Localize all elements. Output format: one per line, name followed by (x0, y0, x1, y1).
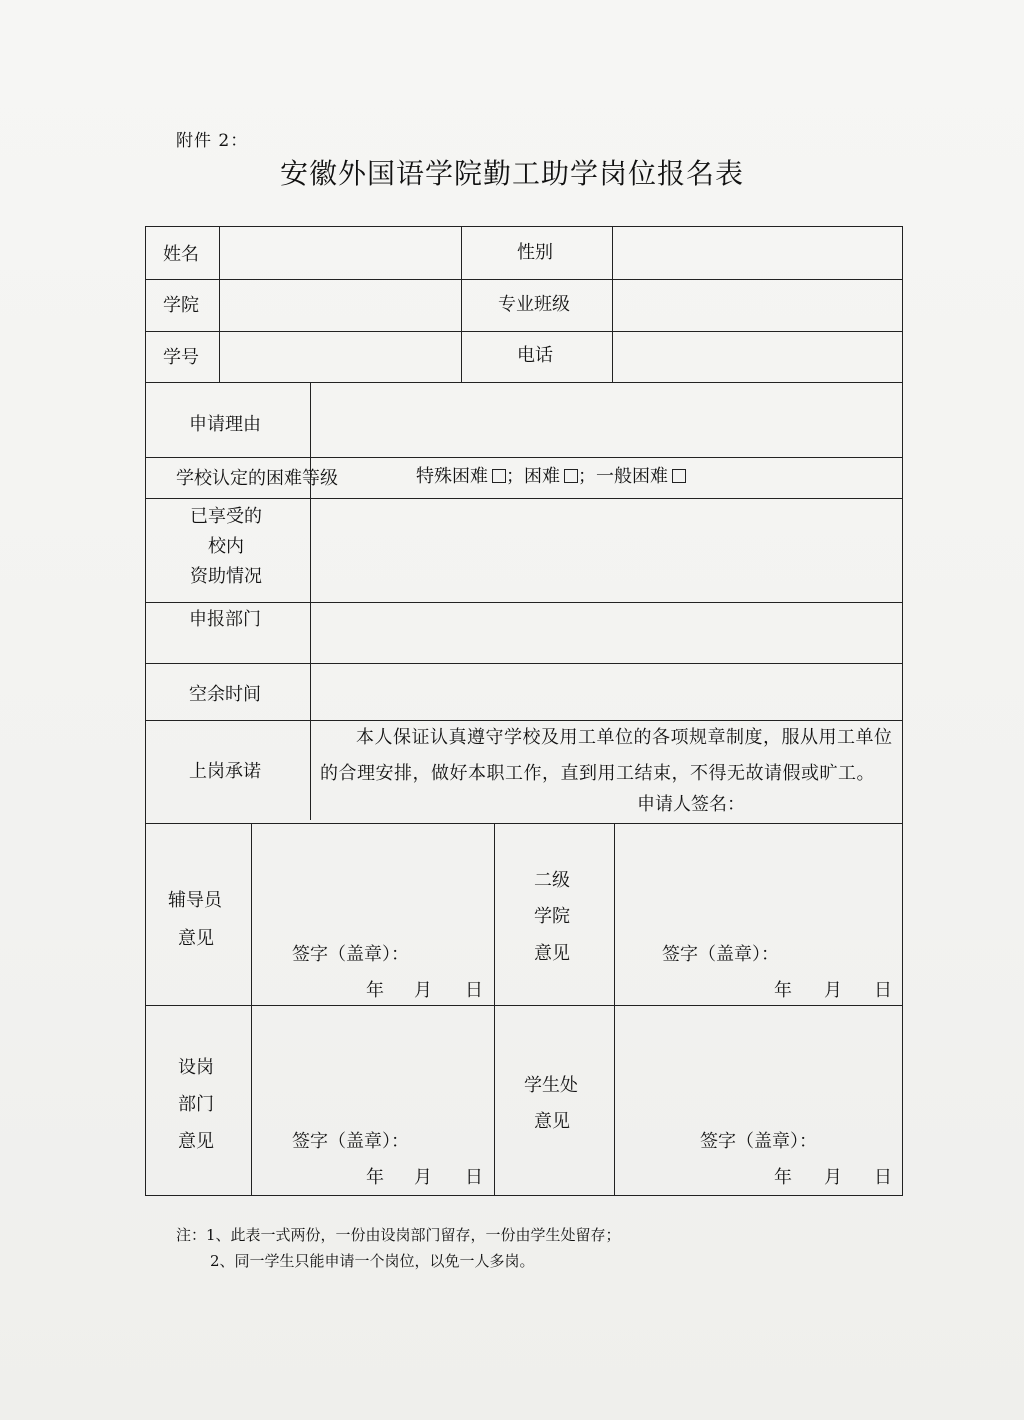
difficulty-options (416, 462, 686, 492)
college-opinion-line1: 二级 (534, 870, 570, 891)
affairs-sign-label: 签字（盖章）： (700, 1131, 817, 1152)
department-label: 申报部门 (189, 609, 261, 630)
aid-label-line1: 已享受的 (190, 506, 262, 527)
promise-label: 上岗承诺 (189, 761, 261, 782)
dept-opinion-line1: 设岗 (178, 1057, 214, 1078)
note-line-1: 注：1、此表一式两份，一份由设岗部门留存，一份由学生处留存； (176, 1226, 621, 1244)
application-form-table (145, 226, 903, 1196)
row-divider (146, 823, 902, 824)
col-divider (310, 382, 311, 820)
col-divider (614, 823, 615, 1195)
row-divider (146, 457, 902, 458)
affairs-date-year: 年 (774, 1167, 792, 1188)
college-sign-label: 签字（盖章）： (662, 944, 779, 965)
difficulty-normal-text: ；困难 (506, 466, 560, 487)
difficulty-label: 学校认定的困难等级 (176, 468, 338, 489)
aid-label-line2: 校内 (208, 536, 244, 557)
note-line-2: 2、同一学生只能申请一个岗位，以免一人多岗。 (210, 1252, 535, 1270)
affairs-date-day: 日 (874, 1167, 892, 1188)
difficulty-checkbox[interactable] (564, 469, 578, 483)
dept-opinion-line3: 意见 (178, 1131, 214, 1152)
aid-label-line3: 资助情况 (190, 566, 262, 587)
dept-date-year: 年 (366, 1167, 384, 1188)
row-divider (146, 279, 902, 280)
dept-date-day: 日 (465, 1167, 483, 1188)
college-date-month: 月 (824, 980, 842, 1001)
phone-label: 电话 (517, 345, 553, 366)
counselor-date-year: 年 (366, 980, 384, 1001)
col-divider (612, 227, 613, 382)
dept-date-month: 月 (414, 1167, 432, 1188)
dept-opinion-line2: 部门 (178, 1094, 214, 1115)
affairs-date-month: 月 (824, 1167, 842, 1188)
counselor-sign-label: 签字（盖章）： (292, 944, 409, 965)
gender-label: 性别 (517, 242, 553, 263)
college-label: 学院 (163, 295, 199, 316)
col-divider (219, 227, 220, 382)
col-divider (251, 823, 252, 1195)
affairs-opinion-line2: 意见 (534, 1111, 570, 1132)
row-divider (146, 331, 902, 332)
applicant-signature-label: 申请人签名： (637, 794, 745, 815)
general-difficulty-checkbox[interactable] (672, 469, 686, 483)
col-divider (494, 823, 495, 1195)
college-opinion-line3: 意见 (534, 943, 570, 964)
row-divider (146, 663, 902, 664)
difficulty-general-text: ；一般困难 (578, 466, 668, 487)
page-title: 安徽外国语学院勤工助学岗位报名表 (279, 157, 744, 190)
college-date-year: 年 (774, 980, 792, 1001)
student-id-label: 学号 (163, 347, 199, 368)
counselor-label-line2: 意见 (178, 928, 214, 949)
col-divider (461, 227, 462, 382)
counselor-date-day: 日 (465, 980, 483, 1001)
row-divider (146, 602, 902, 603)
college-date-day: 日 (874, 980, 892, 1001)
dept-sign-label: 签字（盖章）： (292, 1131, 409, 1152)
reason-label: 申请理由 (189, 414, 261, 435)
promise-text: 本人保证认真遵守学校及用工单位的各项规章制度，服从用工单位的合理安排，做好本职工作，直到用工结束，不得无故请假或旷工。 (320, 727, 893, 784)
free-time-label: 空余时间 (189, 684, 261, 705)
row-divider (146, 498, 902, 499)
special-difficulty-checkbox[interactable] (492, 469, 506, 483)
attachment-label: 附件 2： (176, 131, 249, 151)
college-opinion-line2: 学院 (534, 906, 570, 927)
affairs-opinion-line1: 学生处 (524, 1075, 578, 1096)
counselor-date-month: 月 (414, 980, 432, 1001)
major-class-label: 专业班级 (498, 294, 570, 315)
row-divider (146, 382, 902, 383)
counselor-label-line1: 辅导员 (168, 890, 222, 911)
name-label: 姓名 (163, 244, 199, 265)
difficulty-special-text: 特殊困难 (416, 466, 488, 487)
